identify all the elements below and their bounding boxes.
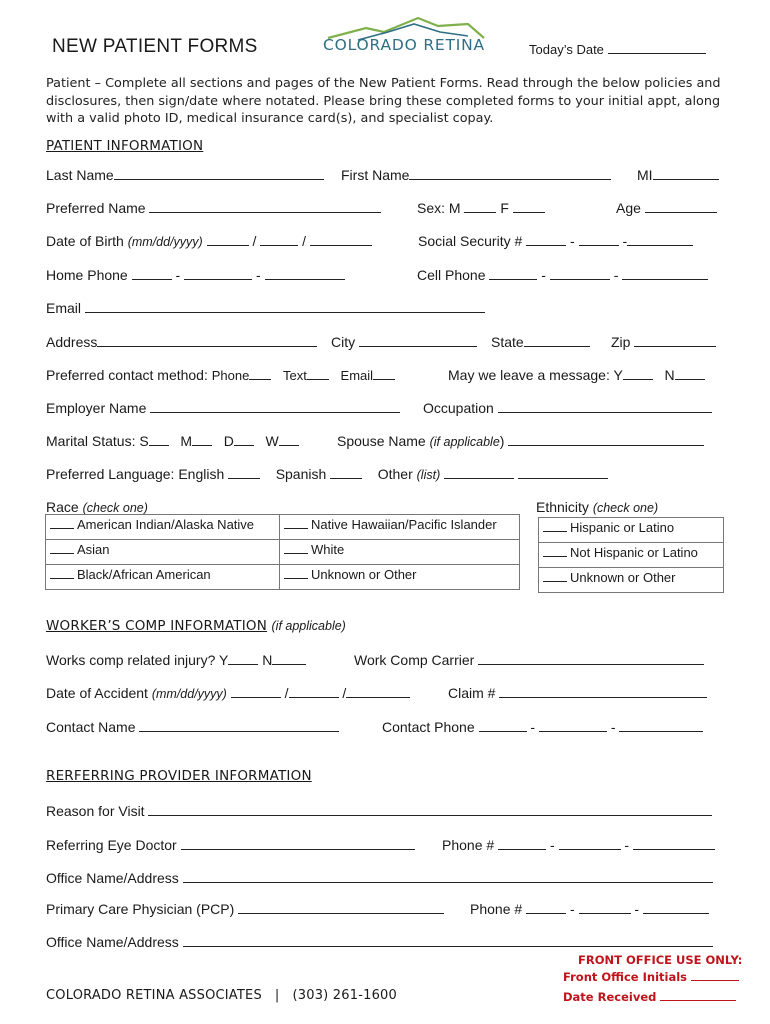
intro-text: – Complete all sections and pages of the New Patient Forms. Read through the below policies and disclosures, then sign/date where notated. Please bring these completed forms to your initial appt, along with a valid photo ID, medical insurance card(s), and specialist copay. xyxy=(46,76,721,126)
race-option[interactable]: American Indian/Alaska Native xyxy=(46,515,280,540)
referring-phone-field[interactable]: Phone # - - xyxy=(442,836,715,853)
occupation-field[interactable]: Occupation xyxy=(423,399,712,416)
logo xyxy=(318,14,490,60)
table-row xyxy=(539,543,724,568)
footer xyxy=(46,988,397,1003)
intro-paragraph xyxy=(46,75,726,128)
race-option[interactable]: White xyxy=(280,540,520,565)
footer-separator: | xyxy=(274,988,280,1003)
claim-field[interactable]: Claim # xyxy=(448,684,707,701)
marital-status-field[interactable]: Marital Status: S M D W xyxy=(46,432,299,449)
table-row xyxy=(46,515,520,540)
office-address-field[interactable]: Office Name/Address xyxy=(46,869,713,886)
front-office-title: FRONT OFFICE USE ONLY: xyxy=(578,953,743,967)
reason-for-visit-field[interactable]: Reason for Visit xyxy=(46,802,712,819)
work-comp-injury-field[interactable]: Works comp related injury? Y N xyxy=(46,651,306,668)
table-row xyxy=(46,565,520,590)
ssn-field[interactable]: Social Security # - - xyxy=(418,232,693,249)
wc-contact-phone-field[interactable]: Contact Phone - - xyxy=(382,718,703,735)
email-field[interactable]: Email xyxy=(46,299,485,316)
spouse-name-field[interactable]: Spouse Name (if applicable) xyxy=(337,432,704,449)
table-row xyxy=(539,518,724,543)
last-name-field[interactable]: Last Name xyxy=(46,166,324,183)
logo-text: COLORADO RETINA xyxy=(323,36,485,54)
footer-phone: (303) 261-1600 xyxy=(292,988,397,1003)
intro-bold: Patient xyxy=(46,76,91,91)
date-of-accident-field[interactable]: Date of Accident (mm/dd/yyyy) / / xyxy=(46,684,410,701)
section-patient-information: PATIENT INFORMATION xyxy=(46,138,204,154)
dob-field[interactable]: Date of Birth (mm/dd/yyyy) / / xyxy=(46,232,372,249)
leave-message-field[interactable]: May we leave a message: Y N xyxy=(448,366,705,383)
race-option[interactable]: Black/African American xyxy=(46,565,280,590)
pcp-field[interactable]: Primary Care Physician (PCP) xyxy=(46,900,444,917)
page-title: NEW PATIENT FORMS xyxy=(52,36,258,57)
state-field[interactable]: State xyxy=(491,333,590,350)
age-field[interactable]: Age xyxy=(616,199,717,216)
zip-field[interactable]: Zip xyxy=(611,333,716,350)
pcp-office-address-field[interactable]: Office Name/Address xyxy=(46,933,713,950)
work-comp-carrier-field[interactable]: Work Comp Carrier xyxy=(354,651,704,668)
cell-phone-field[interactable]: Cell Phone - - xyxy=(417,266,708,283)
race-table xyxy=(45,514,520,590)
date-received-field[interactable]: Date Received xyxy=(563,990,736,1004)
ethnicity-option[interactable]: Not Hispanic or Latino xyxy=(539,543,724,568)
referring-eye-doctor-field[interactable]: Referring Eye Doctor xyxy=(46,836,415,853)
ethnicity-option[interactable]: Hispanic or Latino xyxy=(539,518,724,543)
preferred-name-field[interactable]: Preferred Name xyxy=(46,199,381,216)
race-option[interactable]: Native Hawaiian/Pacific Islander xyxy=(280,515,520,540)
wc-contact-name-field[interactable]: Contact Name xyxy=(46,718,339,735)
home-phone-field[interactable]: Home Phone - - xyxy=(46,266,345,283)
table-row xyxy=(46,540,520,565)
table-row xyxy=(539,568,724,593)
sex-field[interactable]: Sex: M F xyxy=(417,199,545,216)
mi-field[interactable]: MI xyxy=(637,166,719,183)
race-option[interactable]: Unknown or Other xyxy=(280,565,520,590)
contact-method-field[interactable]: Preferred contact method: Phone Text Email xyxy=(46,366,395,383)
ethnicity-option[interactable]: Unknown or Other xyxy=(539,568,724,593)
footer-company: COLORADO RETINA ASSOCIATES xyxy=(46,988,262,1003)
first-name-field[interactable]: First Name xyxy=(341,166,611,183)
todays-date-field[interactable] xyxy=(529,40,706,57)
section-workers-comp: WORKER’S COMP INFORMATION (if applicable) xyxy=(46,618,346,634)
city-field[interactable]: City xyxy=(331,333,477,350)
race-option[interactable]: Asian xyxy=(46,540,280,565)
employer-field[interactable]: Employer Name xyxy=(46,399,400,416)
ethnicity-table xyxy=(538,517,724,593)
language-field[interactable]: Preferred Language: English Spanish Other (list) xyxy=(46,465,608,482)
section-referring-provider: RERFERRING PROVIDER INFORMATION xyxy=(46,768,312,784)
race-label-group: Race (check one) xyxy=(46,499,148,515)
pcp-phone-field[interactable]: Phone # - - xyxy=(470,900,709,917)
ethnicity-label-group: Ethnicity (check one) xyxy=(536,499,659,515)
front-office-initials-field[interactable]: Front Office Initials xyxy=(563,970,739,984)
address-field[interactable]: Address xyxy=(46,333,317,350)
todays-date-label: Today’s Date xyxy=(529,42,604,57)
